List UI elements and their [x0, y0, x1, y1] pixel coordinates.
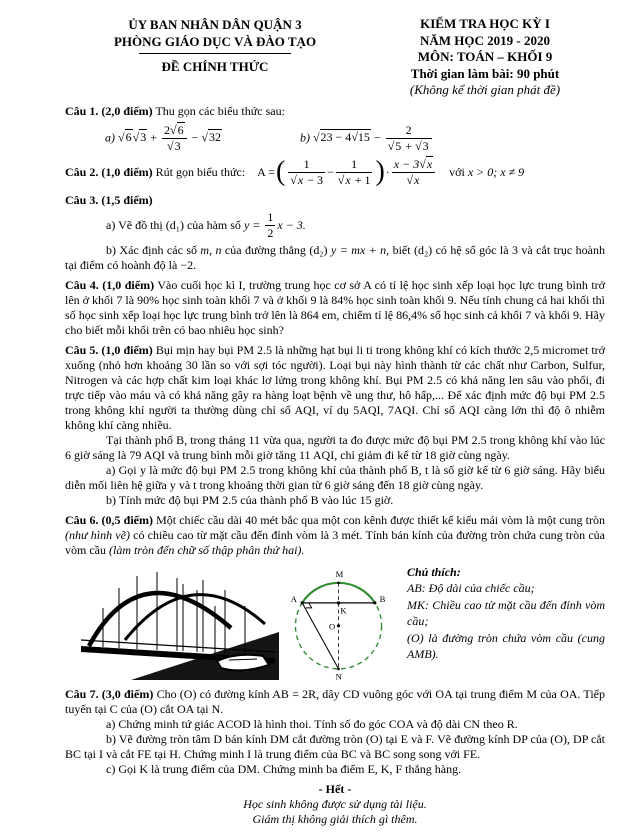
q5-label: Câu 5. (1,0 điểm): [65, 342, 153, 357]
q5-item-b: b) Tính mức độ bụi PM 2.5 của thành phố B vào lúc 15 giờ.: [106, 492, 394, 507]
numerator: [392, 157, 435, 173]
q5-text-1: Bụi mịn hay bụi PM 2.5 là những hạt bụi li ti trong không khí có kích thước 2,5 micromet trở xuống (nhỏ hơn khoảng 30 lần so với sợi tóc người). Loại bụi này hình thành từ các chất như Carbon, Sulfur, Nitrogen và các hợp chất kim loại khác lơ lửng trong không khí. Bụi PM 2.5 có khả năng len sâu vào phổi, đi trực tiếp vào máu và có khả năng gây ra hàng loạt bệnh về ung thư, hô hấp,... Để xác định mức độ bụi PM 2.5 trong không khí người ta thường dùng chỉ số AQI, ví dụ 5AQI, 7AQI. Chỉ số AQI càng lớn thì độ ô nhiễm không khí càng nhiều.: [65, 342, 605, 432]
q7-label: Câu 7. (3,0 điểm): [65, 686, 154, 701]
label-B: B: [379, 593, 386, 604]
sqrt-sign: √: [419, 156, 426, 171]
label-O: O: [328, 621, 336, 632]
q6-label: Câu 6. (0,5 điểm): [65, 512, 153, 527]
radicand: 3: [422, 138, 429, 153]
lhs: y =: [243, 217, 261, 232]
point-B: [373, 601, 376, 604]
q2-condition: [449, 165, 524, 180]
fraction: [288, 157, 325, 188]
q3-heading: [65, 193, 605, 208]
sqrt-term: [338, 172, 352, 187]
q5-paragraph-2: Tại thành phố B, trong tháng 11 vừa qua, người ta đo được mức độ bụi PM 2.5 trong không khí vào lúc 6 giờ sáng là 79 AQI và trung bình mỗi giờ tăng 11 AQI, chỉ giảm đi kể từ 18 giờ cùng ngày.: [65, 432, 605, 462]
fraction: [392, 157, 435, 188]
numerator: [162, 123, 187, 139]
question-3: [65, 193, 605, 273]
q1-heading: [65, 104, 605, 119]
note-O: (O) là đường tròn chứa vòm cầu (cung AMB).: [407, 630, 605, 661]
den-rest: − 3: [304, 172, 323, 187]
note-MK: MK: Chiều cao từ mặt cầu đến đỉnh vòm cầu;: [407, 597, 605, 628]
point-M: [337, 581, 340, 584]
operator: +: [402, 138, 416, 153]
q1-expressions: [65, 123, 605, 154]
official-exam-label: ĐỀ CHÍNH THỨC: [161, 59, 269, 74]
sqrt-term: [313, 129, 371, 144]
sqrt-sign: √: [351, 129, 358, 144]
school-year: NĂM HỌC 2019 - 2020: [420, 32, 550, 48]
numerator: 1: [288, 157, 325, 173]
fraction: [162, 123, 187, 154]
question-2: [65, 157, 605, 188]
radicand: [320, 129, 371, 144]
sqrt-sign: √: [290, 172, 297, 187]
numerator: 1: [267, 209, 274, 224]
sqrt-sign: √: [201, 129, 208, 144]
point-A: [301, 601, 304, 604]
q4-paragraph: [65, 278, 605, 338]
q1-label: Câu 1. (2,0 điểm): [65, 103, 153, 118]
q7-item-c: c) Gọi K là trung điểm của DM. Chứng minh ba điểm E, K, F thẳng hàng.: [106, 761, 462, 776]
issuer-block: [65, 16, 365, 99]
sqrt-term: [170, 122, 185, 137]
arch-circle-diagram: [284, 562, 394, 682]
q5-item-a: a) Gọi y là mức độ bụi PM 2.5 trong không khí của thành phố B, t là số giờ kể từ 6 giờ sáng. Hãy biểu diễn mối liên hệ giữa y và t trong khoảng thời gian từ 6 giờ sáng đến 18 giờ cùng ngày.: [65, 462, 605, 492]
operator: +: [147, 129, 160, 144]
denominator: [336, 173, 373, 188]
operator: −: [188, 129, 202, 144]
operator: −: [370, 129, 384, 144]
q3-item-b: [65, 243, 605, 273]
sqrt-term: [407, 172, 421, 187]
cond-math: x > 0; x ≠ 9: [467, 164, 525, 179]
subject-grade: MÔN: TOÁN – KHỐI 9: [417, 49, 553, 64]
q7-item-b: b) Vẽ đường tròn tâm D bán kính DM cắt đường tròn (O) tại E và F. Vẽ đường kính DP của (O), DP cắt BC tại I và cắt FE tại H. Chứng minh I là trung điểm của BC và BC song song với FE.: [65, 731, 605, 761]
q3b-math: y = mx + n,: [330, 242, 390, 257]
q4-label: Câu 4. (1,0 điểm): [65, 277, 155, 292]
q3b-text: của đường thẳng (d₂): [221, 242, 331, 257]
question-7: [65, 687, 605, 777]
fraction: [336, 157, 373, 188]
q3a-text: a) Vẽ đồ thị (d₁) của hàm số: [106, 217, 241, 232]
radicand: 3: [140, 129, 147, 144]
fraction: [265, 210, 275, 241]
numerator: 2: [386, 123, 432, 139]
sqrt-term: [419, 156, 433, 171]
sqrt-sign: √: [312, 129, 320, 144]
sqrt-sign: √: [118, 129, 125, 144]
q1-expression-b: [300, 123, 434, 154]
question-6: [65, 513, 605, 682]
end-marker: - Hết -: [318, 781, 352, 796]
radicand: 32: [208, 129, 221, 144]
issuer-line2: PHÒNG GIÁO DỤC VÀ ĐÀO TẠO: [113, 34, 317, 49]
radicand: 5: [395, 138, 402, 153]
header-divider: [139, 53, 291, 54]
q3-label: Câu 3. (1,5 điểm): [65, 192, 153, 207]
q7-item-a: a) Chứng minh tứ giác ACOD là hình thoi. Tính số đo góc COA và độ dài CN theo R.: [106, 716, 518, 731]
q2-formula: A = ( $\frac{1}{√x - 3}$ − $\frac{1}{√x + 1}$ ) · $\frac{x - 3√x}{√x}$: [257, 157, 437, 188]
numerator: 1: [336, 157, 373, 173]
fraction: [386, 123, 432, 154]
den-rest: + 1: [351, 172, 371, 187]
q5-paragraph-1: [65, 343, 605, 433]
sqrt-term: [290, 172, 304, 187]
duration-note: (Không kể thời gian phát đề): [409, 82, 561, 97]
sqrt-sign: √: [169, 122, 177, 137]
sqrt-term: [167, 138, 182, 153]
radicand: 6: [177, 122, 184, 137]
operator: −: [326, 164, 334, 179]
label-N: N: [335, 670, 342, 681]
denominator: 2: [267, 225, 274, 240]
sqrt-term: [133, 129, 148, 144]
q6-text-1: Một chiếc cầu dài 40 mét bắc qua một con kênh được thiết kế kiểu mái vòm là một cung tròn: [153, 512, 605, 527]
radicand: x: [426, 156, 433, 171]
radicand: x: [297, 172, 304, 187]
q6-italic-1: (như hình vẽ): [65, 527, 130, 542]
q2-label: Câu 2. (1,0 điểm): [65, 164, 153, 179]
point-N: [337, 667, 340, 670]
radicand: 6: [125, 129, 132, 144]
item-b-label: b): [299, 129, 313, 144]
label-A: A: [290, 593, 297, 604]
sqrt-term: [415, 138, 430, 153]
q6-figure: [79, 562, 605, 682]
sqrt-sign: √: [415, 138, 422, 153]
q6-text-2: có chiều cao từ mặt cầu đến đỉnh vòm là 3 mét. Tính bán kính của đường tròn chứa cung tròn của vòm cầu: [65, 527, 605, 557]
rhs: x − 3.: [277, 217, 306, 232]
item-a-label: a): [105, 129, 118, 144]
sqrt-sign: √: [387, 138, 395, 153]
q7-paragraph: [65, 687, 605, 717]
q6-paragraph: [65, 513, 605, 558]
bridge-illustration: [79, 562, 279, 680]
radicand: 15: [357, 129, 370, 144]
radicand: x: [345, 172, 351, 187]
question-1: [65, 104, 605, 154]
q2-intro: Rút gọn biểu thức:: [152, 164, 246, 179]
lhs: A =: [257, 164, 275, 179]
q6-italic-2: (làm tròn đến chữ số thập phân thứ hai).: [109, 542, 305, 557]
radicand: x: [414, 172, 420, 187]
note-AB: AB: Độ dài của chiếc cầu;: [407, 581, 535, 595]
q3b-text: b) Xác định các số: [106, 242, 201, 257]
dot-operator: ·: [385, 164, 390, 179]
figure-notes: [407, 564, 605, 663]
footer-rule-1: Học sinh không được sử dụng tài liệu.: [243, 796, 427, 811]
right-angle-mark: [306, 602, 312, 607]
sqrt-sign: √: [132, 129, 140, 144]
label-K: K: [340, 604, 347, 615]
q3-item-a: [106, 210, 605, 241]
exam-info-block: [365, 16, 605, 99]
q1-expression-a: [105, 123, 222, 154]
sqrt-sign: √: [166, 138, 174, 153]
nested-sqrt-term: [351, 130, 370, 144]
q4-text: Vào cuối học kì I, trường trung học cơ sở A có tỉ lệ học sinh xếp loại học lực trung bình trở lên ở khối 7 là 90% học sinh toàn khối 7 và ở khối 9 là 84% học sinh toàn khối 9. Nếu tính chung cả hai khối thì số học sinh xếp loại học lực trung bình trở lên là 864 em, chiếm tỉ lệ 86,4% số học sinh cả khối 7 và khối 9. Hãy cho biết mỗi khối trên có bao nhiêu học sinh?: [65, 277, 605, 337]
q2-heading: [65, 165, 245, 180]
point-O: [337, 624, 340, 627]
point-K: [337, 601, 340, 604]
notes-title: Chú thích:: [407, 564, 461, 579]
boat: [217, 654, 269, 670]
sqrt-term: [388, 138, 403, 153]
q3b-text: biết (d₂) có hệ số góc là 3 và cắt trục hoành tại điểm có hoành độ là −2.: [65, 242, 605, 272]
page-header: [65, 16, 605, 99]
radicand: 3: [174, 138, 181, 153]
label-M: M: [335, 568, 344, 579]
sqrt-term: [118, 129, 133, 144]
denominator: [386, 139, 432, 154]
sqrt-sign: √: [337, 172, 345, 187]
radicand-text: 23 − 4: [320, 129, 352, 144]
sqrt-sign: √: [406, 172, 414, 187]
q1-intro: Thu gọn các biểu thức sau:: [152, 103, 285, 118]
q3b-math: m, n: [200, 242, 222, 257]
exam-title: KIỂM TRA HỌC KỲ I: [420, 16, 550, 31]
coefficient: 2: [163, 122, 170, 137]
num-text: x − 3: [393, 156, 420, 171]
denominator: [162, 139, 187, 154]
question-5: [65, 343, 605, 508]
denominator: [392, 173, 435, 188]
question-4: [65, 278, 605, 338]
issuer-line1: ỦY BAN NHÂN DÂN QUẬN 3: [128, 17, 302, 32]
q7-intro: Cho (O) có đường kính AB = 2R, dây CD vuông góc với OA tại trung điểm M của OA. Tiếp tuyến tại C của (O) cắt OA tại N.: [65, 686, 605, 716]
page-footer: [65, 782, 605, 827]
cond-word: với: [449, 164, 468, 179]
front-arch: [89, 593, 231, 646]
denominator: [288, 173, 325, 188]
segment-AN: [302, 602, 338, 668]
footer-rule-2: Giám thị không giải thích gì thêm.: [252, 811, 418, 826]
duration: Thời gian làm bài: 90 phút: [410, 65, 560, 81]
sqrt-term: [201, 129, 222, 144]
